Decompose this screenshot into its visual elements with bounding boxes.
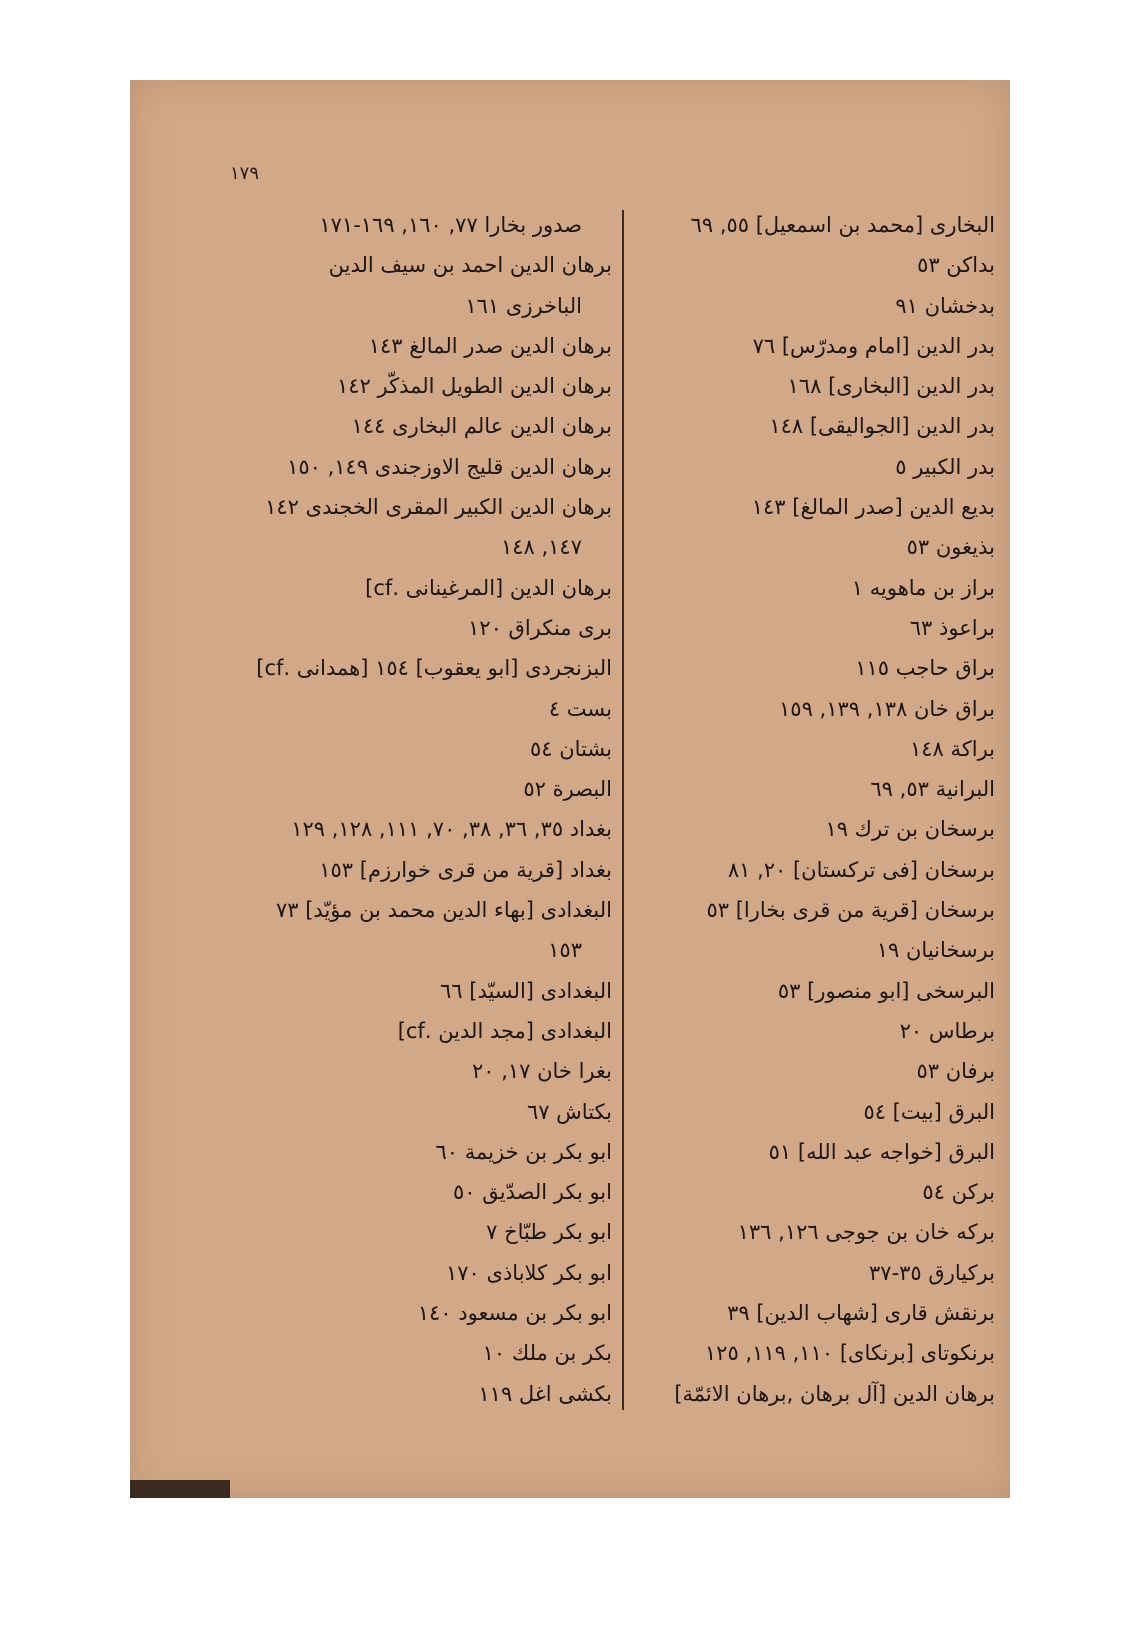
index-entry: بغداد ٣٥, ٣٦, ٣٨, ٧٠, ١١١, ١٢٨, ١٢٩ [291,817,612,842]
index-entry: ابو بکر بن خزیمة ٦٠ [435,1139,612,1164]
index-entry: ابو بکر الصدّیق ٥٠ [453,1180,612,1205]
index-entry: ١٤٧, ١٤٨ [500,535,582,560]
index-entry: براعوذ ٦٣ [909,615,995,640]
index-entry: البرسخی [ابو منصور] ٥٣ [777,978,995,1003]
index-entry: البرانیة ٥٣, ٦٩ [870,777,995,802]
index-entry: برسخان بن ترك ١٩ [825,817,995,842]
column-divider [622,210,624,1410]
index-entry: برهان الدین الطویل المذکّر ١٤٢ [337,374,612,399]
index-entry: برسخان [قریة من قری بخارا] ٥٣ [706,898,995,923]
index-entry: برفان ٥٣ [916,1059,995,1084]
index-entry: بکر بن ملك ١٠ [482,1341,612,1366]
index-entry: بری منکراق ١٢٠ [468,615,612,640]
index-entry: برهان الدین عالم البخاری ١٤٤ [351,414,612,439]
index-entry: برهان الدین احمد بن سیف الدین [328,253,612,278]
index-entry: البصرة ٥٢ [523,777,612,802]
index-entry: بغداد [قریة من قری خوارزم] ١٥٣ [319,857,612,882]
index-entry: برهان الدین الکبیر المقری الخجندی ١٤٢ [265,495,612,520]
index-entry: بداکن ٥٣ [917,253,995,278]
page-number: ١٧٩ [230,163,260,184]
index-entry: برنقش قاری [شهاب الدین] ٣٩ [727,1301,995,1326]
index-entry: براق خان ١٣٨, ١٣٩, ١٥٩ [779,696,995,721]
index-entry: البغدادی [بهاء الدین محمد بن مؤیّد] ٧٣ [276,898,612,923]
index-entry: برسخان [فی ترکستان] ٢٠, ٨١ [727,857,995,882]
index-entry: برکیارق ٣٥-٣٧ [869,1260,995,1285]
index-entry: برنکوتای [برنکای] ١١٠, ١١٩, ١٢٥ [704,1341,995,1366]
index-column-right [645,205,995,1414]
index-entry: بدیع الدین [صدر المالغ] ١٤٣ [751,495,995,520]
index-entry: برکه خان بن جوجی ١٢٦, ١٣٦ [737,1220,995,1245]
index-entry: البغدادی [مجد الدین .cf] [397,1018,612,1043]
index-entry: البرق [بیت] ٥٤ [863,1099,995,1124]
index-entry: براکة ١٤٨ [909,736,995,761]
index-entry: براق حاجب ١١٥ [855,656,995,681]
index-entry: بذیغون ٥٣ [906,535,995,560]
index-entry: بست ٤ [548,696,612,721]
index-entry: ابو بکر طبّاخ ٧ [486,1220,612,1245]
index-entry: بدر الدین [امام ومدرّس] ٧٦ [752,333,995,358]
index-entry: البرق [خواجه عبد الله] ٥١ [768,1139,995,1164]
index-entry: برهان الدین [آل برهان ,برهان الائمّة] [674,1381,995,1406]
index-entry: بدر الدین [البخاری] ١٦٨ [787,374,995,399]
index-entry: برهان الدین قلیج الاوزجندی ١٤٩, ١٥٠ [287,454,612,479]
index-entry: بکشی اغل ١١٩ [478,1381,612,1406]
index-entry: برهان الدین صدر المالغ ١٤٣ [368,333,612,358]
index-entry: براز بن ماهویه ١ [851,575,995,600]
index-entry: برطاس ٢٠ [899,1018,995,1043]
index-entry: بکتاش ٦٧ [526,1099,612,1124]
index-entry: بدخشان ٩١ [895,293,995,318]
index-entry: برکن ٥٤ [922,1180,995,1205]
index-entry: ١٥٣ [548,938,582,963]
index-entry: بدر الکبیر ٥ [895,454,995,479]
index-entry: برهان الدین [المرغینانی .cf] [365,575,612,600]
index-entry: بدر الدین [الجوالیقی] ١٤٨ [769,414,995,439]
index-entry: ابو بکر کلاباذی ١٧٠ [446,1260,612,1285]
index-entry: البزنجردی [ابو یعقوب] ١٥٤ [همدانی .cf] [256,656,612,681]
index-entry: البخاری [محمد بن اسمعیل] ٥٥, ٦٩ [690,213,995,237]
index-entry: ابو بکر بن مسعود ١٤٠ [417,1301,612,1326]
scan-edge-shadow [130,1480,230,1498]
index-entry: صدور بخارا ٧٧, ١٦٠, ١٦٩-١٧١ [319,213,582,237]
index-column-left [230,205,612,1414]
index-entry: البغدادی [السیّد] ٦٦ [440,978,612,1003]
index-entry: بغرا خان ١٧, ٢٠ [471,1059,612,1084]
index-entry: برسخانیان ١٩ [876,938,995,963]
index-entry: بشتان ٥٤ [530,736,612,761]
index-entry: الباخرزی ١٦١ [465,293,582,318]
